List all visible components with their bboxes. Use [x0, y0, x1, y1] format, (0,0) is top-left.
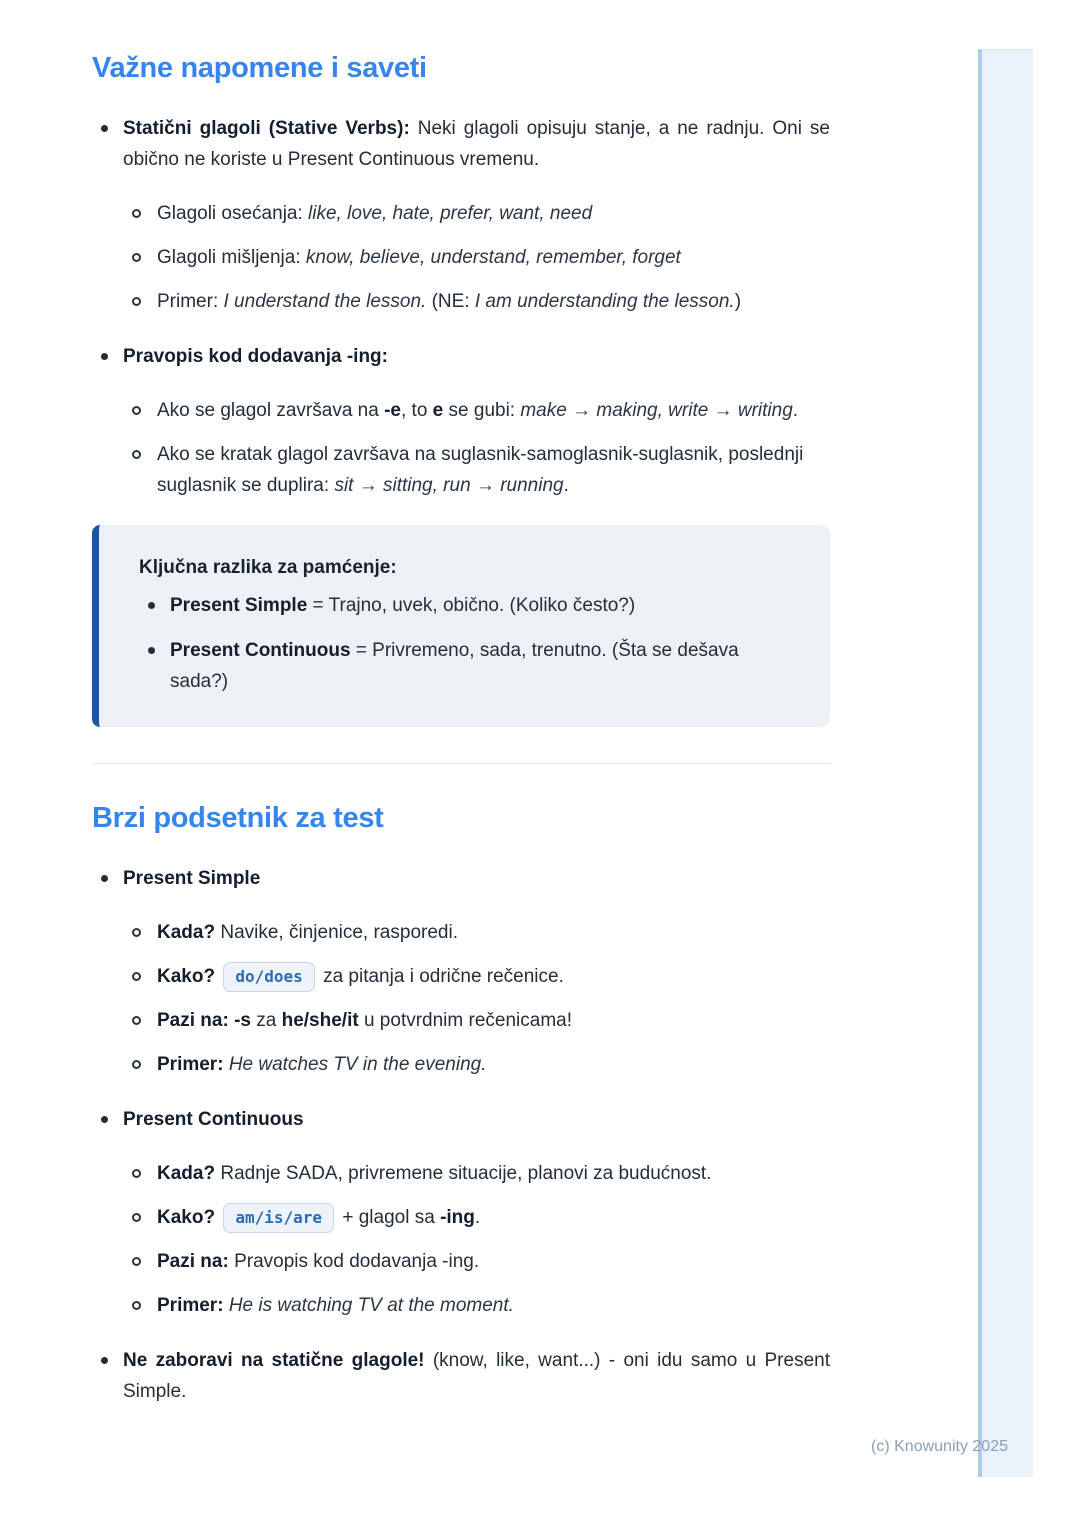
list-item-text	[157, 439, 830, 501]
text-segment: Radnje SADA, privremene situacije, planovi za budućnost.	[215, 1163, 712, 1184]
list-item-stative-verbs	[92, 113, 830, 317]
text-segment: , to	[400, 400, 433, 421]
callout-list	[139, 590, 790, 697]
text-segment: = Privremeno, sada, trenutno. (Šta se dešava sada?)	[170, 640, 739, 692]
quick-reminder-list	[92, 863, 830, 1407]
list-item-when	[123, 917, 830, 948]
text-segment: Primer:	[157, 1295, 224, 1316]
list-item-stative-warning	[92, 1345, 830, 1407]
section-heading-quick-reminder: Brzi podsetnik za test	[92, 802, 384, 834]
notes-list	[92, 113, 830, 501]
list-item-double-consonant-rule	[123, 439, 830, 501]
text-segment: make → making, write → writing	[520, 400, 793, 421]
text-segment: za	[250, 1010, 282, 1031]
list-item-drop-e-rule	[123, 395, 830, 426]
text-segment: Ako se glagol završava na	[157, 400, 385, 421]
section-divider	[92, 763, 830, 764]
text-segment: do/does	[223, 962, 314, 992]
list-item-present-simple	[92, 863, 830, 1080]
list-item-text	[157, 395, 830, 426]
text-segment: u potvrdnim rečenicama!	[358, 1010, 573, 1031]
watermark: (c) Knowunity 2025	[871, 1438, 1008, 1455]
list-item-how	[123, 961, 830, 992]
text-segment: I understand the lesson.	[223, 291, 427, 312]
text-segment: za pitanja i odrične rečenice.	[317, 966, 564, 987]
text-segment: sit → sitting, run → running	[334, 475, 564, 496]
list-item-when	[123, 1158, 830, 1189]
document-page	[92, 52, 830, 1431]
list-item-text	[123, 341, 830, 372]
list-item-stative-example	[123, 286, 830, 317]
text-segment: .	[563, 475, 569, 496]
list-item-present-continuous-rule	[139, 635, 790, 697]
list-item-text	[157, 1202, 830, 1233]
text-segment: Kako?	[157, 1207, 216, 1228]
list-item-text	[157, 917, 830, 948]
list-item-text	[123, 113, 830, 175]
text-segment: Neki glagoli opisuju stanje, a ne radnju. Oni se obično ne koriste u Present Continuous vremenu.	[123, 118, 830, 170]
text-segment: Glagoli mišljenja:	[157, 247, 306, 268]
list-item-text	[157, 1049, 830, 1080]
text-segment: Pazi na: -s	[157, 1010, 251, 1031]
list-item-text	[170, 635, 790, 697]
text-segment: Statični glagoli (Stative Verbs):	[123, 118, 410, 139]
text-segment: Kada?	[157, 922, 216, 943]
text-segment: Present Simple	[170, 595, 308, 616]
page-edge-strip	[978, 49, 1033, 1477]
list-item-text	[157, 242, 830, 273]
text-segment: He is watching TV at the moment.	[228, 1295, 514, 1316]
text-segment: .	[474, 1207, 481, 1228]
list-item-text	[157, 198, 830, 229]
text-segment: he/she/it	[281, 1010, 359, 1031]
callout-title: Ključna razlika za pamćenje:	[139, 557, 397, 578]
text-segment: -e	[384, 400, 401, 421]
text-segment: + glagol sa	[337, 1207, 441, 1228]
text-segment: Ako se kratak glagol završava na suglasnik-samoglasnik-suglasnik, poslednji suglasnik se duplira:	[157, 444, 804, 496]
list-item-example	[123, 1049, 830, 1080]
list-item-text	[157, 961, 830, 992]
section-heading-notes: Važne napomene i saveti	[92, 52, 427, 84]
list-item-text	[157, 1290, 830, 1321]
text-segment	[215, 1207, 220, 1228]
list-item-text	[157, 1246, 830, 1277]
list-item-ing-spelling	[92, 341, 830, 501]
key-difference-callout	[92, 525, 830, 727]
text-segment: (know, like, want...) - oni idu samo u Present Simple.	[123, 1350, 830, 1402]
text-segment: = Trajno, uvek, obično. (Koliko često?)	[307, 595, 636, 616]
present-simple-sub-list	[123, 917, 830, 1080]
text-segment: know, believe, understand, remember, forget	[305, 247, 681, 268]
list-item-present-simple-rule	[139, 590, 790, 621]
text-segment	[215, 966, 220, 987]
text-segment: Kada?	[157, 1163, 216, 1184]
text-segment: se gubi:	[443, 400, 521, 421]
text-segment: I am understanding the lesson.	[474, 291, 735, 312]
text-segment: Pravopis kod dodavanja -ing:	[123, 346, 388, 367]
text-segment: e	[432, 400, 444, 421]
list-item-text	[123, 863, 830, 894]
text-segment: Navike, činjenice, rasporedi.	[215, 922, 458, 943]
text-segment: Primer:	[157, 1054, 224, 1075]
text-segment: )	[734, 291, 742, 312]
text-segment: Pravopis kod dodavanja -ing.	[228, 1251, 480, 1272]
list-item-watch-out	[123, 1005, 830, 1036]
list-item-feeling-verbs	[123, 198, 830, 229]
text-segment: Present Continuous	[123, 1109, 304, 1130]
text-segment: like, love, hate, prefer, want, need	[308, 203, 593, 224]
present-continuous-sub-list	[123, 1158, 830, 1321]
text-segment: .	[792, 400, 799, 421]
text-segment: (NE:	[426, 291, 475, 312]
list-item-present-continuous	[92, 1104, 830, 1321]
list-item-text	[170, 590, 790, 621]
text-segment: Present Simple	[123, 868, 261, 889]
list-item-text	[157, 1158, 830, 1189]
text-segment: Kako?	[157, 966, 216, 987]
list-item-example	[123, 1290, 830, 1321]
text-segment: Glagoli osećanja:	[157, 203, 309, 224]
list-item-thinking-verbs	[123, 242, 830, 273]
stative-sub-list	[123, 198, 830, 317]
list-item-text	[157, 1005, 830, 1036]
text-segment: Primer:	[157, 291, 224, 312]
text-segment: Pazi na:	[157, 1251, 229, 1272]
list-item-how	[123, 1202, 830, 1233]
list-item-text	[157, 286, 830, 317]
text-segment: am/is/are	[223, 1203, 334, 1233]
list-item-watch-out	[123, 1246, 830, 1277]
text-segment: -ing	[440, 1207, 475, 1228]
text-segment: Ne zaboravi na statične glagole!	[123, 1350, 425, 1371]
list-item-text	[123, 1104, 830, 1135]
list-item-text	[123, 1345, 830, 1407]
text-segment: Present Continuous	[170, 640, 351, 661]
spelling-sub-list	[123, 395, 830, 501]
text-segment: He watches TV in the evening.	[228, 1054, 487, 1075]
